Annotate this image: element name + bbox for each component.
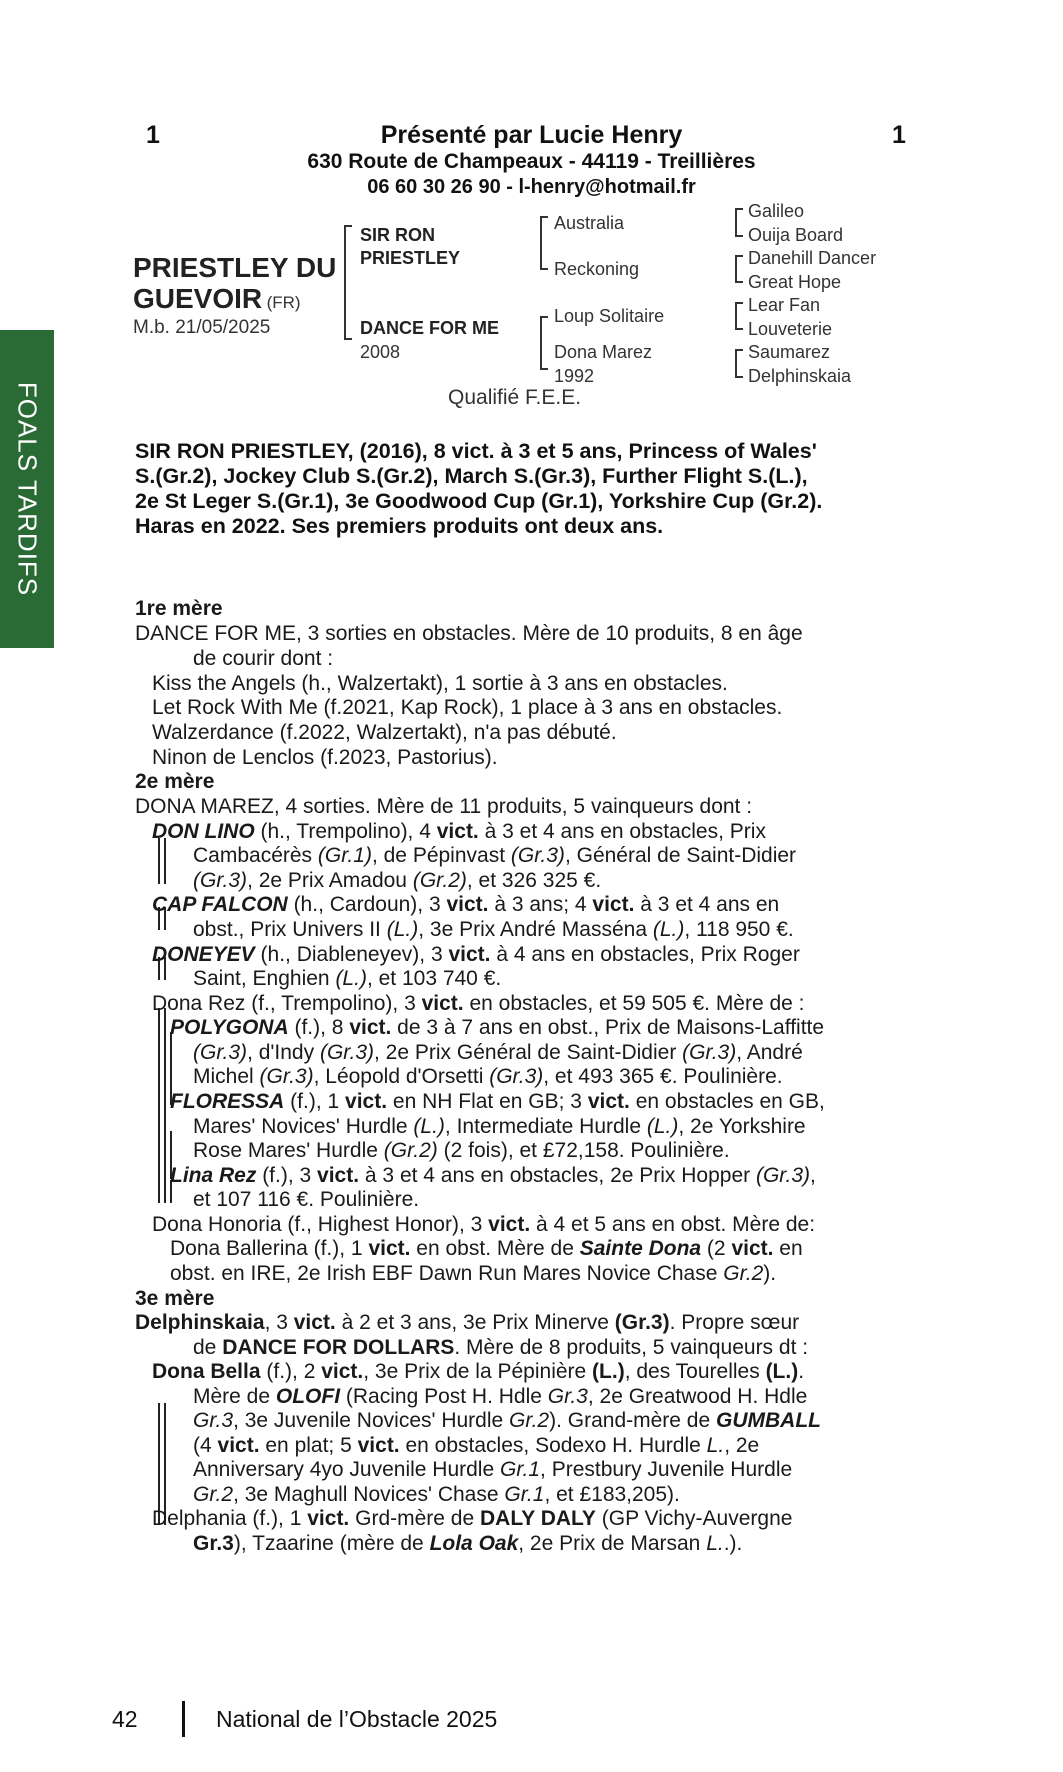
horse-info: M.b. 21/05/2025: [133, 317, 271, 338]
text-run: à 3 ans; 4: [488, 893, 593, 916]
text-run: ,: [810, 1164, 816, 1187]
grandsire-2: Reckoning: [554, 259, 640, 279]
lot-number-right: 1: [892, 121, 906, 149]
text-line: Kiss the Angels (h., Walzertakt), 1 sortie à 3 ans en obstacles.: [152, 672, 728, 695]
qualification: Qualifié F.E.E.: [448, 386, 582, 409]
sire-para-line: S.(Gr.2), Jockey Club S.(Gr.2), March S.(Gr.3), Further Flight S.(L.),: [135, 464, 808, 488]
text-run: vict.: [317, 1164, 360, 1187]
text-run: (f.), 2: [260, 1360, 322, 1383]
text-line: [193, 1115, 806, 1140]
text-run: , et 326 325 €.: [466, 869, 602, 892]
text-run: DALY DALY: [480, 1507, 596, 1530]
text-run: , 3: [264, 1311, 294, 1334]
text-run: Gr.1: [499, 1458, 541, 1481]
text-line: [152, 1507, 792, 1532]
text-run: (h., Cardoun), 3: [287, 893, 447, 916]
pedigree-bracket-g3: [735, 302, 743, 330]
presenter-title: Présenté par Lucie Henry: [380, 121, 683, 149]
text-run: (L.): [765, 1360, 799, 1383]
grandsire-3: Loup Solitaire: [554, 306, 665, 326]
ggs-3: Danehill Dancer: [748, 248, 877, 268]
text-run: (L.): [646, 1115, 679, 1138]
presenter-contact: 06 60 30 26 90 - l-henry@hotmail.fr: [367, 176, 696, 198]
section-tab: [0, 330, 54, 648]
text-run: (f.), 8: [288, 1016, 350, 1039]
text-run: à 4 et 5 ans en obst. Mère de:: [530, 1213, 816, 1236]
text-line: [152, 992, 805, 1017]
text-run: vict.: [217, 1434, 260, 1457]
grandsire-4-year: 1992: [554, 366, 595, 386]
text-run: à 4 ans en obstacles, Prix Roger: [490, 943, 800, 966]
text-run: (GP Vichy-Auvergne: [595, 1507, 793, 1530]
text-run: ). Grand-mère de: [549, 1409, 717, 1432]
text-line: [193, 1458, 792, 1483]
text-line: [193, 918, 794, 943]
text-run: , des Tourelles: [624, 1360, 766, 1383]
text-line: [193, 1041, 803, 1066]
text-line: [170, 1090, 825, 1115]
horse-country: (FR): [266, 293, 301, 312]
text-run: vict.: [357, 1434, 400, 1457]
text-line: [152, 1213, 815, 1238]
text-run: , Général de Saint-Didier: [564, 844, 797, 867]
text-run: en: [773, 1237, 803, 1260]
text-run: (4: [193, 1434, 218, 1457]
text-run: , de Pépinvast: [371, 844, 511, 867]
text-run: en obstacles, Sodexo H. Hurdle: [399, 1434, 707, 1457]
text-line: [193, 1336, 808, 1361]
text-run: en obstacles en GB,: [629, 1090, 825, 1113]
text-line: [170, 1262, 776, 1287]
text-run: Gr.3: [547, 1385, 588, 1408]
text-run: . Mère de 8 produits, 5 vainqueurs dt :: [454, 1336, 809, 1359]
pedigree-bracket-dam: [540, 316, 548, 370]
text-run: (Gr.3): [755, 1164, 811, 1187]
horse-name-line2-wrap: [133, 283, 301, 315]
text-run: obst., Prix Univers II: [193, 918, 387, 941]
text-run: (Gr.3): [682, 1041, 737, 1064]
text-run: vict.: [421, 992, 464, 1015]
text-run: ), Tzaarine (mère de: [233, 1532, 430, 1555]
ggs-8: Delphinskaia: [748, 366, 852, 386]
text-line: Let Rock With Me (f.2021, Kap Rock), 1 place à 3 ans en obstacles.: [152, 696, 783, 719]
text-run: vict.: [307, 1507, 350, 1530]
text-run: vict.: [436, 820, 479, 843]
text-run: , 3e Juvenile Novices' Hurdle: [233, 1409, 510, 1432]
text-run: , et £183,205).: [544, 1483, 680, 1506]
text-run: Michel: [193, 1065, 260, 1088]
text-run: Dona Ballerina (f.), 1: [170, 1237, 369, 1260]
text-line: [193, 1483, 680, 1508]
text-line: DANCE FOR ME, 3 sorties en obstacles. Mère de 10 produits, 8 en âge: [135, 622, 803, 645]
text-run: vict.: [592, 893, 635, 916]
lot-number-left: 1: [146, 121, 160, 149]
text-run: (L.): [413, 1115, 445, 1138]
text-run: Gr.2: [723, 1262, 764, 1285]
indent-bar: [158, 838, 160, 884]
text-run: (L.): [386, 918, 419, 941]
text-line: et 107 116 €. Poulinière.: [193, 1188, 420, 1211]
pedigree-bracket-g2: [735, 255, 743, 283]
text-run: (2 fois), et £72,158. Poulinière.: [437, 1139, 730, 1162]
text-run: (f.), 3: [256, 1164, 318, 1187]
horse-ref: DON LINO: [152, 820, 255, 843]
section-third-dam: 3e mère: [135, 1287, 215, 1310]
text-run: (Gr.2): [383, 1139, 438, 1162]
text-run: Dona Bella: [152, 1360, 261, 1383]
text-run: (L.): [335, 967, 367, 990]
section-first-dam: [135, 597, 223, 622]
text-run: en NH Flat en GB; 3: [387, 1090, 588, 1113]
text-run: Grd-mère de: [349, 1507, 480, 1530]
horse-ref: FLORESSA: [170, 1090, 285, 1113]
text-run: Mère de: [193, 1385, 276, 1408]
text-run: Delphania (f.), 1: [152, 1507, 308, 1530]
text-run: (Gr.2): [412, 869, 467, 892]
text-run: , et 493 365 €. Poulinière.: [543, 1065, 783, 1088]
horse-ref: GUMBALL: [716, 1409, 821, 1432]
horse-name-line1: PRIESTLEY DU: [133, 252, 337, 283]
text-run: à 3 et 4 ans en obstacles, Prix: [478, 820, 766, 843]
text-run: .).: [723, 1532, 743, 1555]
text-line: [170, 1237, 803, 1262]
text-run: en obst. Mère de: [410, 1237, 580, 1260]
text-run: Dona Honoria (f., Highest Honor), 3: [152, 1213, 489, 1236]
text-run: Saint, Enghien: [193, 967, 336, 990]
text-run: , 3e Prix de la Pépinière: [363, 1360, 593, 1383]
indent-bar: [164, 838, 166, 884]
text-line: [193, 1532, 742, 1557]
text-line: [193, 1139, 730, 1164]
sire-line1: SIR RON: [360, 225, 436, 245]
text-run: vict.: [448, 943, 491, 966]
horse-ref: DONEYEV: [152, 943, 255, 966]
text-line: [135, 1311, 799, 1336]
text-line: Ninon de Lenclos (f.2023, Pastorius).: [152, 746, 498, 769]
text-run: vict.: [345, 1090, 388, 1113]
text-run: (Gr.3): [489, 1065, 544, 1088]
text-run: ).: [763, 1262, 777, 1285]
text-run: , d'Indy: [247, 1041, 320, 1064]
ggs-4: Great Hope: [748, 272, 842, 292]
text-run: (Gr.3): [193, 1041, 248, 1064]
text-run: , 3e Maghull Novices' Chase: [233, 1483, 505, 1506]
text-run: à 3 et 4 ans en: [634, 893, 780, 916]
text-run: vict.: [349, 1016, 392, 1039]
text-run: (Racing Post H. Hdle: [340, 1385, 548, 1408]
text-line: [193, 967, 501, 992]
text-line: [193, 1065, 783, 1090]
text-run: Gr.3: [193, 1409, 234, 1432]
text-run: L.: [706, 1434, 725, 1457]
text-run: (Gr.1): [317, 844, 372, 867]
text-line: [193, 1434, 759, 1459]
section-second-dam: 2e mère: [135, 770, 215, 793]
ggs-2: Ouija Board: [748, 225, 844, 245]
text-run: , 2e Prix de Marsan: [518, 1532, 707, 1555]
pedigree-bracket-g4: [735, 349, 743, 378]
horse-ref: POLYGONA: [170, 1016, 289, 1039]
text-run: à 3 et 4 ans en obstacles, 2e Prix Hopper: [359, 1164, 756, 1187]
text-run: (h., Diableneyev), 3: [254, 943, 449, 966]
section-tab-label: FOALS TARDIFS: [12, 381, 43, 597]
text-run: (Gr.3): [319, 1041, 375, 1064]
ggs-6: Louveterie: [748, 319, 833, 339]
text-run: vict.: [488, 1213, 531, 1236]
text-run: (2: [701, 1237, 732, 1260]
text-run: L.: [706, 1532, 724, 1555]
text-run: , Prestbury Juvenile Hurdle: [540, 1458, 793, 1481]
text-line: [152, 943, 800, 968]
text-run: en plat; 5: [259, 1434, 358, 1457]
grandsire-1: Australia: [554, 213, 625, 233]
text-run: , 3e Prix André Masséna: [418, 918, 653, 941]
horse-ref: CAP FALCON: [152, 893, 288, 916]
pedigree-bracket-main: [344, 225, 352, 340]
text-run: Gr.2: [193, 1483, 234, 1506]
text-run: à 2 et 3 ans, 3e Prix Minerve: [335, 1311, 615, 1334]
text-run: obst. en IRE, 2e Irish EBF Dawn Run Mares Novice Chase: [170, 1262, 724, 1285]
text-line: [193, 844, 796, 869]
ggs-5: Lear Fan: [748, 295, 821, 315]
text-line: DONA MAREZ, 4 sorties. Mère de 11 produits, 5 vainqueurs dont :: [135, 795, 753, 818]
text-run: (Gr.3): [614, 1311, 670, 1334]
text-run: (h., Trempolino), 4: [254, 820, 437, 843]
text-run: vict.: [321, 1360, 364, 1383]
text-run: de: [193, 1336, 223, 1359]
text-line: [193, 1409, 821, 1434]
text-run: Delphinskaia: [135, 1311, 265, 1334]
indent-bar: [158, 1008, 160, 1203]
text-line: [152, 820, 766, 845]
text-run: , 2e Prix Général de Saint-Didier: [374, 1041, 683, 1064]
section-first-dam-label: 1re mère: [135, 597, 223, 620]
text-run: (L.): [652, 918, 685, 941]
horse-ref: Sainte Dona: [579, 1237, 702, 1260]
presenter-address: 630 Route de Champeaux - 44119 - Treillières: [307, 150, 756, 173]
text-run: Cambacérès: [193, 844, 318, 867]
text-run: , Léopold d'Orsetti: [313, 1065, 490, 1088]
text-run: Gr.3: [193, 1532, 234, 1555]
text-run: DANCE FOR DOLLARS: [222, 1336, 455, 1359]
text-run: , 118 950 €.: [684, 918, 794, 941]
sire-para-line: Haras en 2022. Ses premiers produits ont deux ans.: [135, 514, 664, 538]
horse-ref: Lola Oak: [429, 1532, 519, 1555]
horse-name-line2: GUEVOIR: [133, 283, 263, 314]
indent-bar: [164, 1008, 166, 1203]
text-run: Rose Mares' Hurdle: [193, 1139, 384, 1162]
text-run: , 2e Greatwood H. Hdle: [587, 1385, 808, 1408]
text-run: (Gr.3): [510, 844, 565, 867]
dam-name: DANCE FOR ME: [360, 318, 499, 338]
text-run: vict.: [446, 893, 489, 916]
text-run: vict.: [293, 1311, 336, 1334]
text-run: , André: [736, 1041, 803, 1064]
page-number: 42: [112, 1706, 138, 1732]
text-line: [170, 1164, 816, 1189]
text-run: Dona Rez (f., Trempolino), 3: [152, 992, 422, 1015]
text-run: de 3 à 7 ans en obst., Prix de Maisons-Laffitte: [391, 1016, 825, 1039]
text-line: [193, 1385, 807, 1410]
horse-ref: OLOFI: [275, 1385, 341, 1408]
text-run: vict.: [368, 1237, 411, 1260]
text-run: (Gr.3): [259, 1065, 314, 1088]
text-run: , 2e Prix Amadou: [247, 869, 413, 892]
text-run: vict.: [731, 1237, 774, 1260]
text-run: , 2e: [724, 1434, 760, 1457]
pedigree-bracket-sire: [540, 216, 548, 270]
text-run: Mares' Novices' Hurdle: [193, 1115, 414, 1138]
text-line: de courir dont :: [193, 647, 334, 670]
text-run: en obstacles, et 59 505 €. Mère de :: [463, 992, 805, 1015]
ggs-1: Galileo: [748, 201, 805, 221]
text-run: . Propre sœur: [669, 1311, 800, 1334]
text-run: Gr.2: [509, 1409, 550, 1432]
text-run: Gr.1: [504, 1483, 545, 1506]
footer-divider: [182, 1701, 185, 1737]
text-run: , et 103 740 €.: [366, 967, 502, 990]
pedigree-bracket-g1: [735, 208, 743, 237]
text-run: vict.: [587, 1090, 630, 1113]
text-run: , 2e Yorkshire: [678, 1115, 806, 1138]
sire-line2: PRIESTLEY: [360, 248, 461, 268]
sire-para-line: 2e St Leger S.(Gr.1), 3e Goodwood Cup (Gr.1), Yorkshire Cup (Gr.2).: [135, 489, 823, 513]
sire-para-line: SIR RON PRIESTLEY, (2016), 8 vict. à 3 et 5 ans, Princess of Wales': [135, 439, 817, 463]
text-run: , Intermediate Hurdle: [444, 1115, 647, 1138]
ggs-7: Saumarez: [748, 342, 831, 362]
text-run: (f.), 1: [284, 1090, 346, 1113]
grandsire-4: Dona Marez: [554, 342, 653, 362]
text-line: [193, 869, 601, 894]
text-run: (Gr.3): [193, 869, 248, 892]
footer-title: National de l’Obstacle 2025: [216, 1706, 498, 1732]
dam-year: 2008: [360, 342, 401, 362]
text-run: (L.): [592, 1360, 625, 1383]
text-line: [152, 893, 779, 918]
text-line: [152, 1360, 804, 1385]
text-line: [170, 1016, 824, 1041]
text-run: Anniversary 4yo Juvenile Hurdle: [193, 1458, 500, 1481]
text-run: .: [798, 1360, 805, 1383]
horse-ref: Lina Rez: [170, 1164, 257, 1187]
text-line: Walzerdance (f.2022, Walzertakt), n'a pas débuté.: [152, 721, 617, 744]
